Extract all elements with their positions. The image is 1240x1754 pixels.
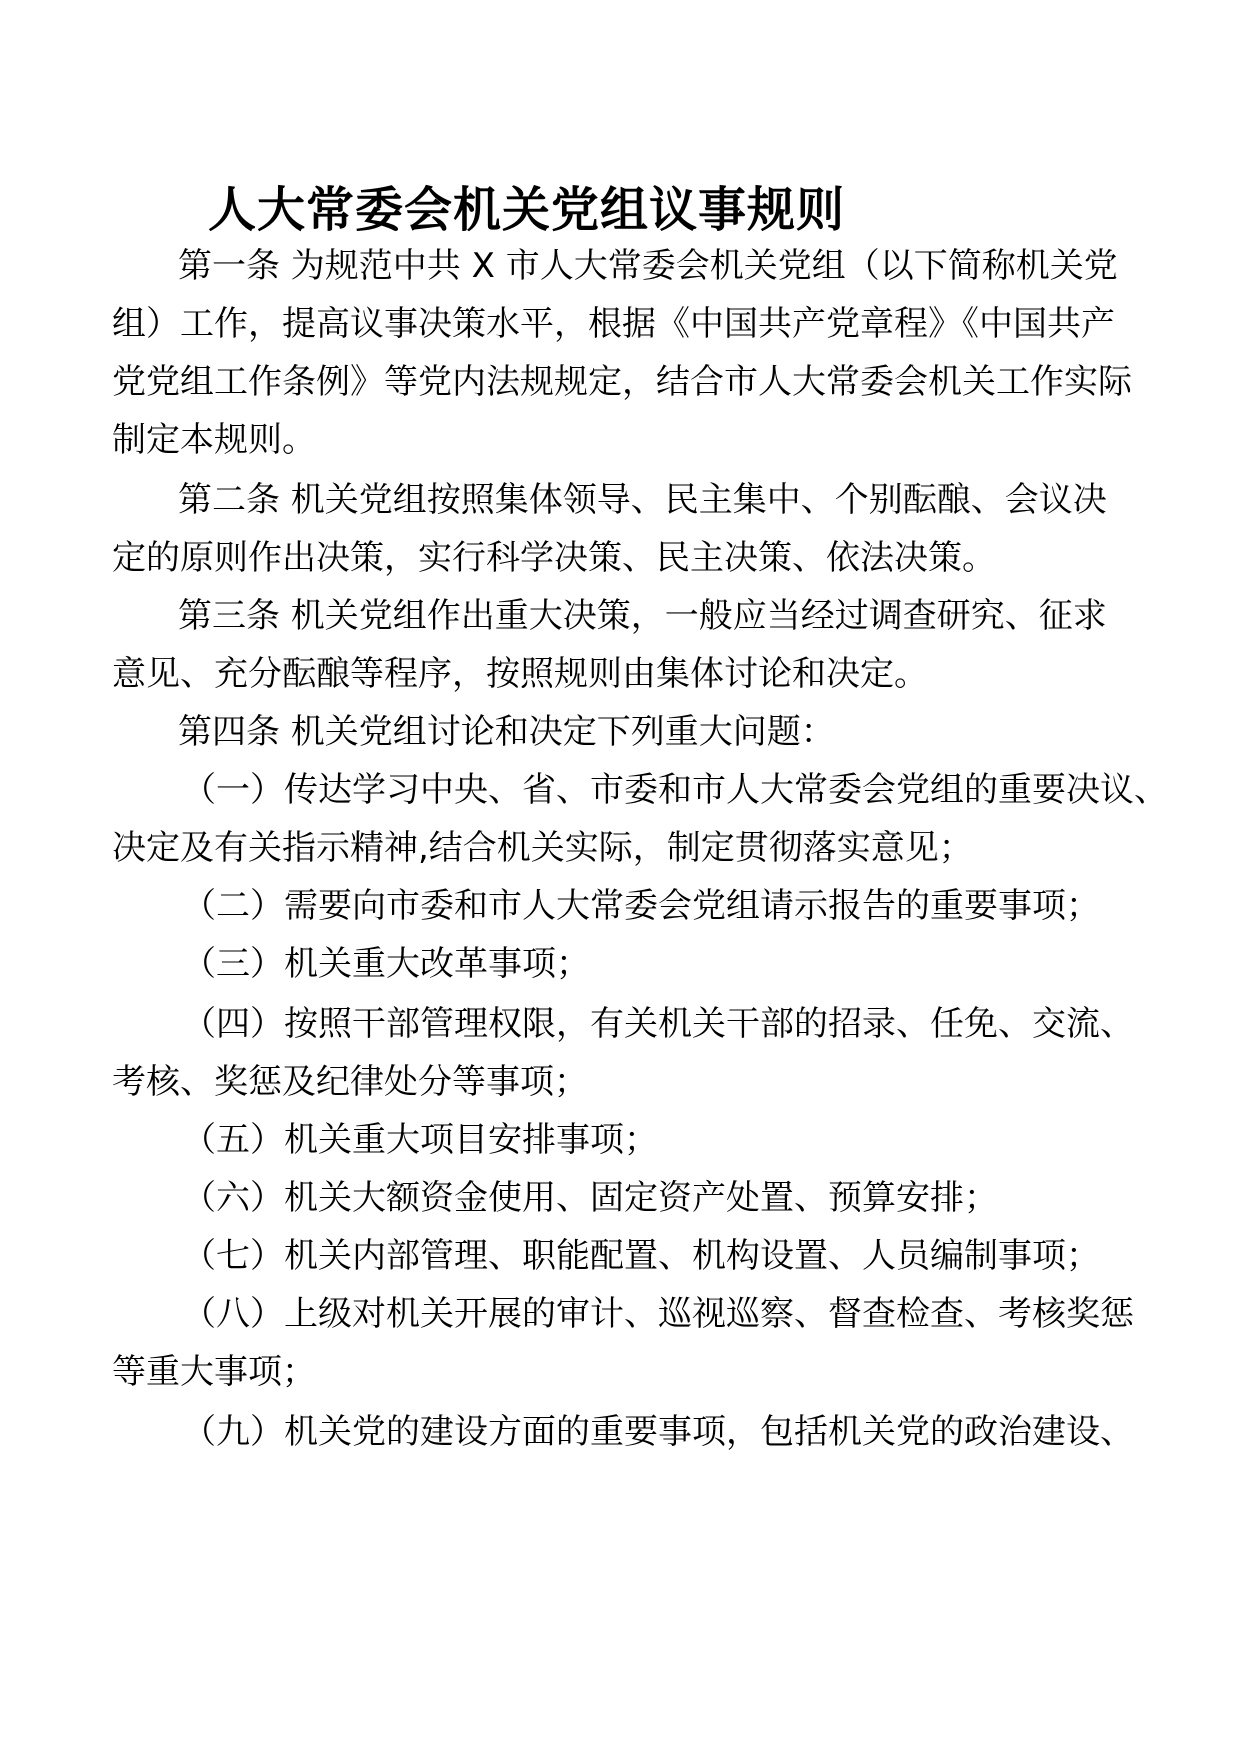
- text-line: 定的原则作出决策，实行科学决策、民主决策、依法决策。: [112, 538, 996, 578]
- text-line: （七）机关内部管理、职能配置、机构设置、人员编制事项；: [182, 1236, 1100, 1276]
- text-line: 党党组工作条例》等党内法规规定，结合市人大常委会机关工作实际: [112, 362, 1132, 402]
- text-line: （五）机关重大项目安排事项；: [182, 1120, 658, 1160]
- document-title: 人大常委会机关党组议事规则: [208, 182, 846, 238]
- text-line: （四）按照干部管理权限，有关机关干部的招录、任免、交流、: [182, 1004, 1134, 1044]
- text-line: 组）工作，提高议事决策水平，根据《中国共产党章程》《中国共产: [112, 304, 1115, 344]
- text-line: （二）需要向市委和市人大常委会党组请示报告的重要事项；: [182, 886, 1100, 926]
- text-line: 等重大事项；: [112, 1352, 316, 1392]
- text-line: （八）上级对机关开展的审计、巡视巡察、督查检查、考核奖惩: [182, 1294, 1134, 1334]
- text-line: 第四条 机关党组讨论和决定下列重大问题：: [178, 712, 835, 752]
- text-line: 决定及有关指示精神,结合机关实际，制定贯彻落实意见；: [112, 828, 973, 868]
- text-line: （三）机关重大改革事项；: [182, 944, 590, 984]
- text-line: 第二条 机关党组按照集体领导、民主集中、个别酝酿、会议决: [178, 480, 1107, 520]
- text-line: 意见、充分酝酿等程序，按照规则由集体讨论和决定。: [112, 654, 928, 694]
- text-line: （九）机关党的建设方面的重要事项，包括机关党的政治建设、: [182, 1412, 1134, 1452]
- text-line: （六）机关大额资金使用、固定资产处置、预算安排；: [182, 1178, 998, 1218]
- text-line: （一）传达学习中央、省、市委和市人大常委会党组的重要决议、: [182, 770, 1168, 810]
- text-line: 制定本规则。: [112, 420, 316, 460]
- text-line: 第三条 机关党组作出重大决策，一般应当经过调查研究、征求: [178, 596, 1107, 636]
- text-line: 第一条 为规范中共 X 市人大常委会机关党组（以下简称机关党: [178, 246, 1118, 286]
- text-line: 考核、奖惩及纪律处分等事项；: [112, 1062, 588, 1102]
